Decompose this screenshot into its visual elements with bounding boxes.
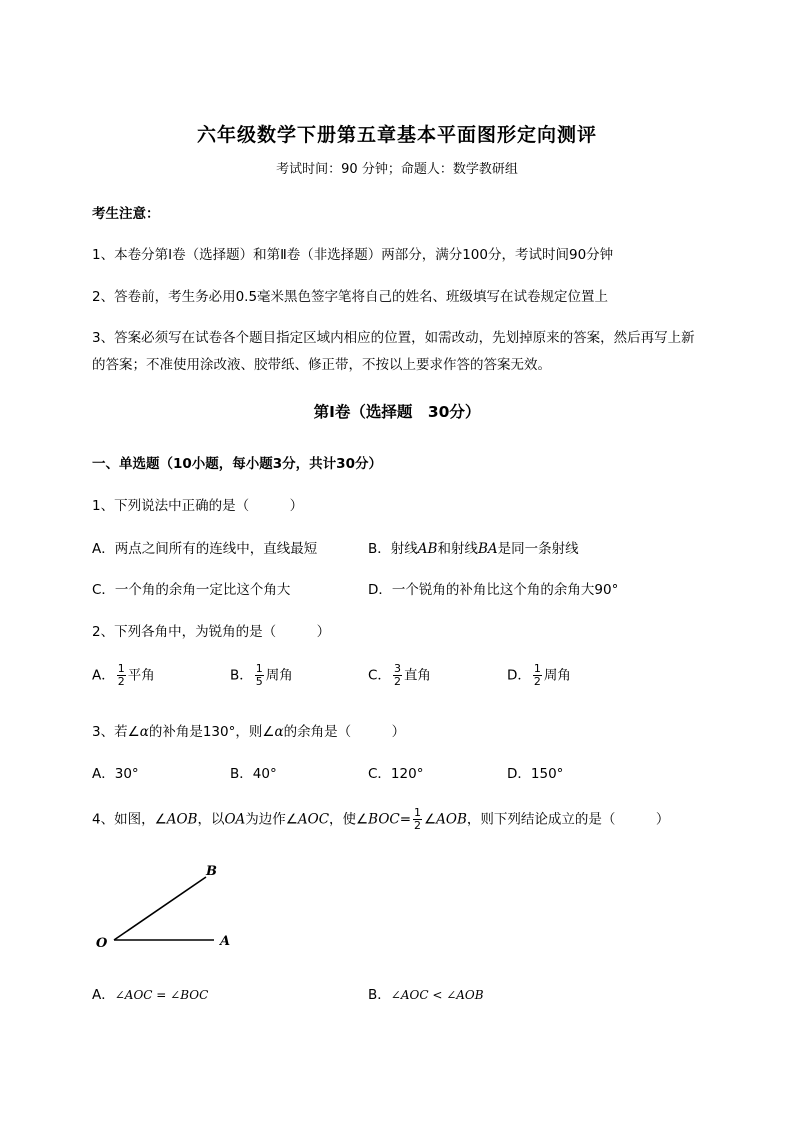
question-1-option-c: C．一个角的余角一定比这个角大 <box>92 582 291 598</box>
angle-name: BOC <box>368 811 400 828</box>
numerator: 1 <box>414 806 422 819</box>
question-1-option-d: D．一个锐角的补角比这个角的余角大90° <box>368 582 619 598</box>
numerator: 1 <box>117 662 125 675</box>
unit: 直角 <box>403 667 431 684</box>
denominator: 2 <box>533 675 541 688</box>
angle-name: AOC <box>297 811 330 828</box>
point-a-label: A <box>220 934 231 949</box>
notice-item-2: 2、答卷前，考生务必用0.5毫米黑色签字笔将自己的姓名、班级填写在试卷规定位置上 <box>92 289 609 305</box>
option-label: B． <box>368 987 391 1003</box>
denominator: 2 <box>414 819 422 832</box>
unit: 周角 <box>543 667 571 684</box>
question-1-option-b <box>368 537 579 557</box>
ray-ba: BA <box>477 541 498 557</box>
section-title: 第Ⅰ卷（选择题 30分） <box>313 403 481 421</box>
fraction <box>413 807 422 832</box>
ray-ob <box>114 877 206 940</box>
angle-symbol: ∠ <box>424 811 437 828</box>
option-label: B． <box>230 667 253 684</box>
question-1-stem: 1、下列说法中正确的是（ ） <box>92 498 304 514</box>
part-heading: 一、单选题（10小题，每小题3分，共计30分） <box>92 456 382 472</box>
exam-info: 考试时间：90 分钟；命题人：数学教研组 <box>276 162 518 177</box>
fraction <box>255 663 264 688</box>
option-label: A． <box>92 667 115 684</box>
question-4-option-b <box>368 983 484 1003</box>
equals-sign: = <box>399 811 412 828</box>
alpha-symbol: α <box>274 724 284 740</box>
numerator: 1 <box>255 662 263 675</box>
notice-item-1: 1、本卷分第Ⅰ卷（选择题）和第Ⅱ卷（非选择题）两部分，满分100分，考试时间90分钟 <box>92 247 614 263</box>
denominator: 5 <box>255 675 263 688</box>
numerator: 1 <box>533 662 541 675</box>
notice-item-3-line-1: 3、答案必须写在试卷各个题目指定区域内相应的位置，如需改动，先划掉原来的答案，然后再写上新 <box>92 330 695 346</box>
denominator: 2 <box>117 675 125 688</box>
point-b-label: B <box>206 864 217 879</box>
question-2-option-d <box>507 663 571 688</box>
stem-text: 为边作∠ <box>245 811 298 828</box>
fraction <box>393 663 402 688</box>
question-3-stem <box>92 720 405 740</box>
ray-name: OA <box>224 811 246 828</box>
option-b-text: B．射线 <box>368 541 418 557</box>
option-label: C． <box>368 667 391 684</box>
notice-heading: 考生注意： <box>92 206 160 222</box>
notice-item-3-line-2: 的答案；不准使用涂改液、胶带纸、修正带，不按以上要求作答的答案无效。 <box>92 357 551 373</box>
alpha-symbol: α <box>139 724 149 740</box>
question-2-option-b <box>230 663 293 688</box>
unit: 平角 <box>127 667 155 684</box>
option-expression: ∠AOC = ∠BOC <box>114 988 209 1002</box>
fraction <box>533 663 542 688</box>
question-2-option-c <box>368 663 431 688</box>
option-expression: ∠AOC < ∠AOB <box>390 988 484 1002</box>
option-label: A． <box>92 987 115 1003</box>
option-label: D． <box>507 667 531 684</box>
question-3-option-b: B．40° <box>230 766 277 782</box>
stem-text: ，则下列结论成立的是（ ） <box>466 811 670 828</box>
fraction <box>117 663 126 688</box>
question-3-option-c: C．120° <box>368 766 424 782</box>
option-b-text: 和射线 <box>437 541 478 557</box>
question-1-option-a: A．两点之间所有的连线中，直线最短 <box>92 541 318 557</box>
numerator: 3 <box>393 662 401 675</box>
stem-text: 的补角是130°，则∠ <box>148 724 275 740</box>
stem-text: ，使∠ <box>329 811 369 828</box>
question-2-stem: 2、下列各角中，为锐角的是（ ） <box>92 624 331 640</box>
stem-text: 4、如图，∠ <box>92 811 167 828</box>
denominator: 2 <box>393 675 401 688</box>
stem-text: 3、若∠ <box>92 724 140 740</box>
stem-text: 的余角是（ ） <box>283 724 406 740</box>
option-b-text: 是同一条射线 <box>497 541 579 557</box>
unit: 周角 <box>265 667 293 684</box>
page-title: 六年级数学下册第五章基本平面图形定向测评 <box>196 124 597 146</box>
question-4-stem <box>92 807 669 832</box>
question-3-option-d: D．150° <box>507 766 564 782</box>
angle-aob-figure <box>88 855 248 960</box>
point-o-label: O <box>96 936 108 951</box>
angle-name: AOB <box>436 811 467 828</box>
question-3-option-a: A．30° <box>92 766 139 782</box>
stem-text: ，以 <box>197 811 225 828</box>
question-2-option-a <box>92 663 155 688</box>
ray-ab: AB <box>417 541 438 557</box>
question-4-option-a <box>92 983 208 1003</box>
angle-name: AOB <box>166 811 198 828</box>
